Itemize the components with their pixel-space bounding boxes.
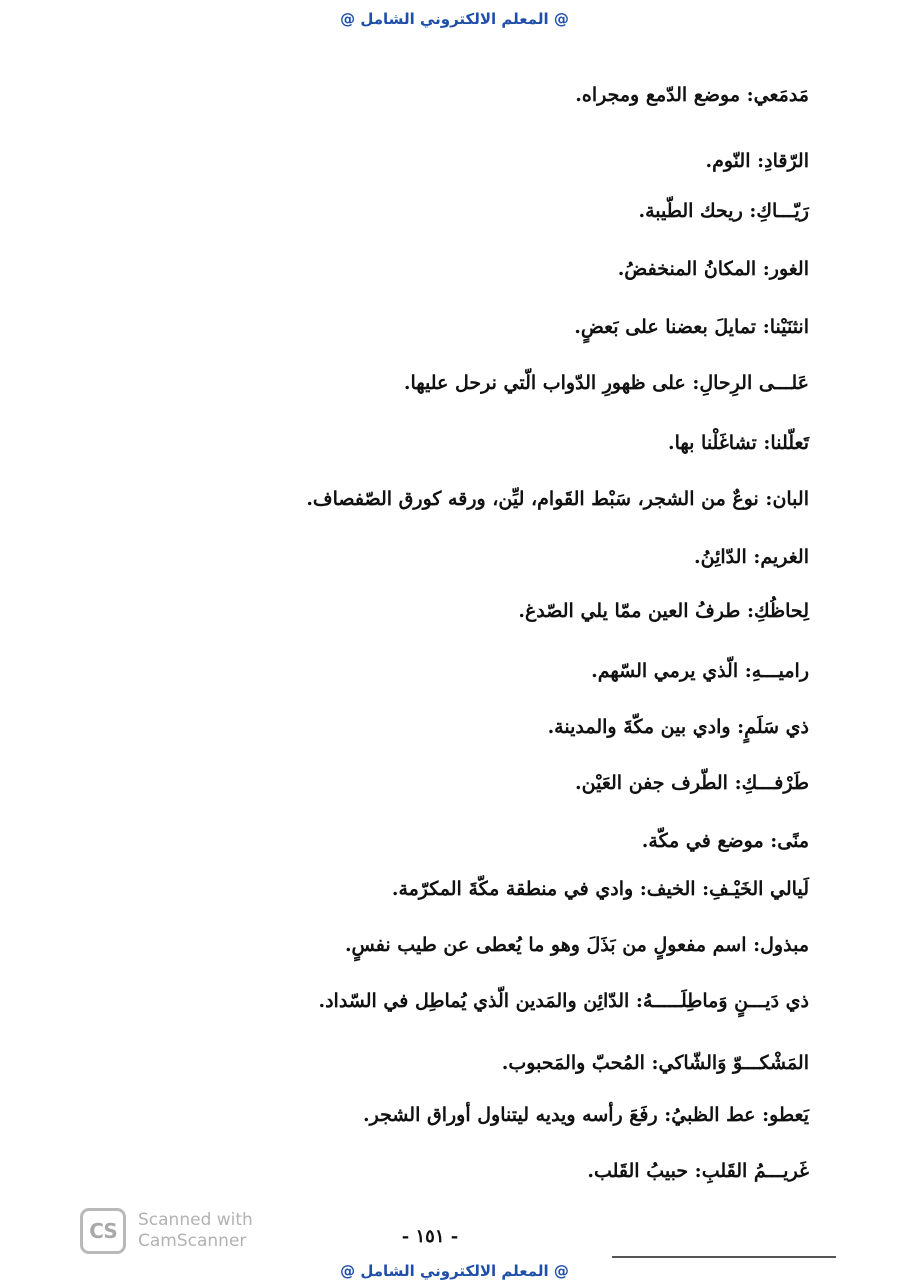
glossary-entry: مَدمَعي: موضع الدّمع ومجراه. xyxy=(575,84,809,106)
glossary-entry: يَعطو: عط الظبيُ: رفَعَ رأسه ويديه ليتناول أوراق الشجر. xyxy=(362,1104,809,1126)
glossary-entry: لَيالي الخَيْـفِ: الخيف: وادي في منطقة مكّةَ المكرّمة. xyxy=(391,878,809,900)
camscanner-caption xyxy=(138,1210,253,1252)
glossary-entry: رَيّـــاكِ: ريحك الطّيبة. xyxy=(638,200,809,222)
glossary-entry: غَريـــمُ القَلبِ: حبيبُ القَلب. xyxy=(587,1160,809,1182)
glossary-entry: تَعلّلنا: تشاغَلْنا بها. xyxy=(667,432,809,454)
glossary-entry: البان: نوعٌ من الشجر، سَبْط القَوام، ليِّن، ورقه كورق الصّفصاف. xyxy=(306,488,809,510)
footer-watermark-text: @ المعلم الالكتروني الشامل @ xyxy=(340,1262,569,1280)
glossary-entry: عَلـــى الرِحالِ: على ظهورِ الدّواب الّتي نرحل عليها. xyxy=(403,372,809,394)
glossary-entry: الغور: المكانُ المنخفضُ. xyxy=(617,258,809,280)
page-number: - ١٥١ - xyxy=(401,1226,459,1247)
glossary-entry: مبذول: اسم مفعولٍ من بَذَلَ وهو ما يُعطى عن طيب نفسٍ. xyxy=(344,934,809,956)
glossary-entry: ذي سَلَمٍ: وادي بين مكّةَ والمدينة. xyxy=(547,716,809,738)
footer-watermark xyxy=(0,1262,909,1280)
glossary-entry: طَرْفـــكِ: الطّرف جفن العَيْن. xyxy=(575,772,809,794)
glossary-entry: المَشْكـــوّ وَالشّاكي: المُحبّ والمَحبوب. xyxy=(501,1052,809,1074)
glossary-entry: راميـــهِ: الّذي يرمي السّهم. xyxy=(591,660,809,682)
camscanner-line2: CamScanner xyxy=(138,1231,247,1251)
glossary-entry: الغريم: الدّائِنُ. xyxy=(694,546,809,568)
glossary-entry: منًى: موضع في مكّة. xyxy=(641,830,809,852)
header-watermark xyxy=(0,10,909,28)
glossary-entry: ذي دَيـــنٍ وَماطِلَـــــهُ: الدّائِن والمَدين الّذي يُماطِل في السّداد. xyxy=(318,990,809,1012)
glossary-entry: انثنَيْنا: تمايلَ بعضنا على بَعضٍ. xyxy=(574,316,809,338)
glossary-entry: الرّقادِ: النّوم. xyxy=(705,150,809,172)
header-watermark-text: @ المعلم الالكتروني الشامل @ xyxy=(340,10,569,28)
camscanner-line1: Scanned with xyxy=(138,1210,253,1230)
glossary-entry: لِحاظُكِ: طرفُ العين ممّا يلي الصّدغ. xyxy=(518,600,809,622)
bottom-rule xyxy=(612,1256,836,1258)
camscanner-logo: CS xyxy=(80,1208,126,1254)
